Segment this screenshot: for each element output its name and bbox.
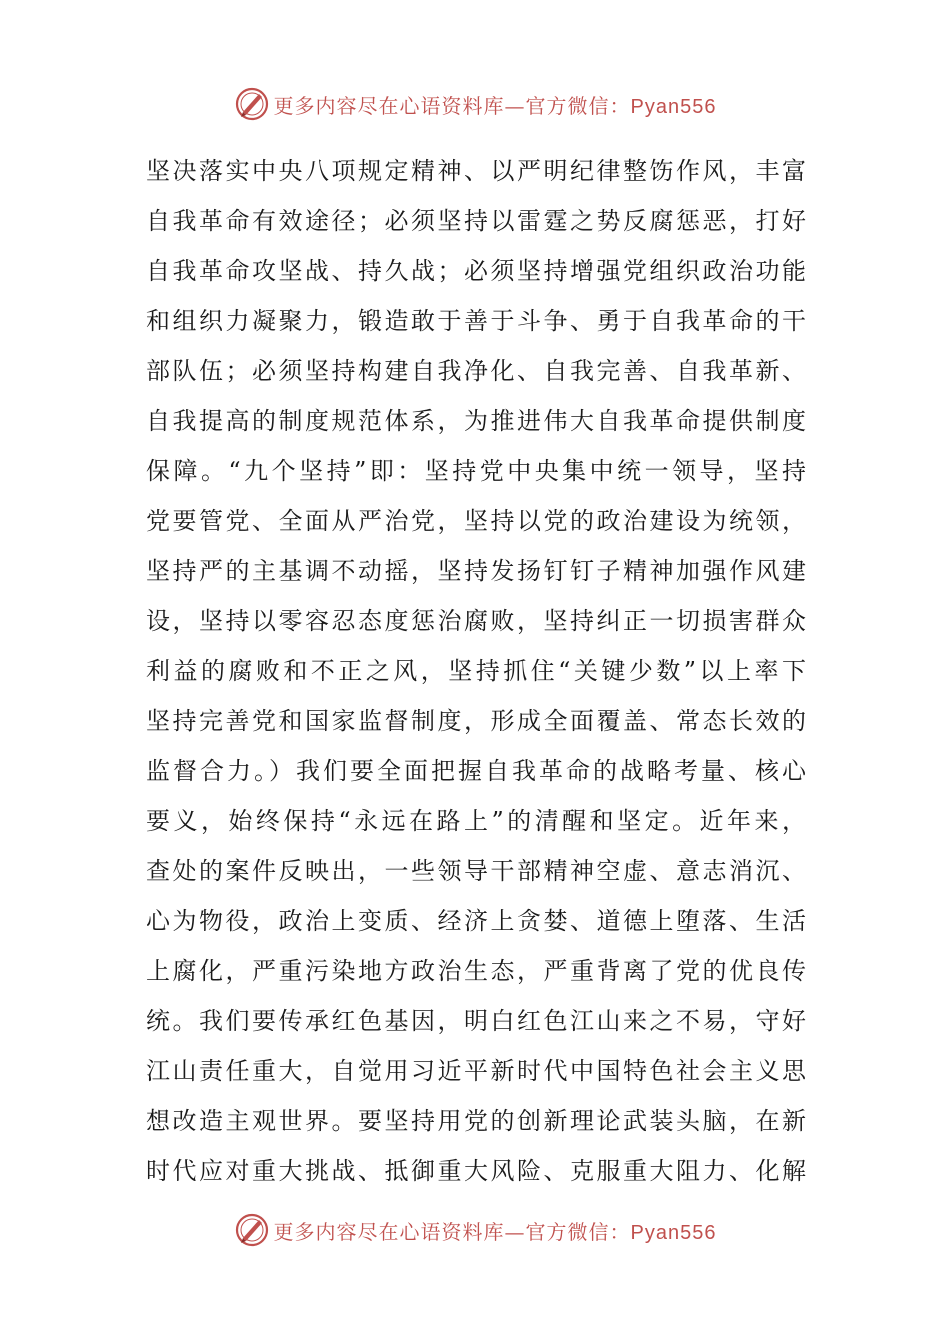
- body-line: 坚决落实中央八项规定精神、以严明纪律整饬作风，丰富: [146, 157, 806, 185]
- footer-watermark: [0, 1208, 950, 1252]
- body-line: 自我革命攻坚战、持久战；必须坚持增强党组织政治功能: [146, 257, 806, 285]
- body-line: 心为物役，政治上变质、经济上贪婪、道德上堕落、生活: [146, 907, 806, 935]
- body-line: 查处的案件反映出，一些领导干部精神空虚、意志消沉、: [146, 857, 806, 885]
- body-line: 上腐化，严重污染地方政治生态，严重背离了党的优良传: [146, 957, 806, 985]
- body-line: 想改造主观世界。要坚持用党的创新理论武装头脑，在新: [146, 1107, 806, 1135]
- body-line: 党要管党、全面从严治党，坚持以党的政治建设为统领，: [146, 507, 806, 535]
- body-line: 江山责任重大，自觉用习近平新时代中国特色社会主义思: [146, 1057, 806, 1085]
- body-line: 监督合力。）我们要全面把握自我革命的战略考量、核心: [146, 757, 806, 785]
- body-line: 保障。“九个坚持”即：坚持党中央集中统一领导，坚持: [146, 457, 806, 485]
- footer-wechat-id: Pyan556: [630, 1221, 717, 1244]
- body-line: 设，坚持以零容忍态度惩治腐败，坚持纠正一切损害群众: [146, 607, 806, 635]
- body-line: 利益的腐败和不正之风，坚持抓住“关键少数”以上率下: [146, 657, 806, 685]
- body-line: 坚持完善党和国家监督制度，形成全面覆盖、常态长效的: [146, 707, 806, 735]
- body-line: 时代应对重大挑战、抵御重大风险、克服重大阻力、化解: [146, 1157, 806, 1185]
- header-watermark-text: 更多内容尽在心语资料库—官方微信：Pyan556: [273, 93, 717, 118]
- body-line: 统。我们要传承红色基因，明白红色江山来之不易，守好: [146, 1007, 806, 1035]
- footer-watermark-text: 更多内容尽在心语资料库—官方微信：Pyan556: [273, 1219, 717, 1244]
- body-line: 要义，始终保持“永远在路上”的清醒和坚定。近年来，: [146, 807, 806, 835]
- body-line: 自我提高的制度规范体系，为推进伟大自我革命提供制度: [146, 407, 806, 435]
- pen-circle-logo-icon: [234, 86, 270, 122]
- body-line: 部队伍；必须坚持构建自我净化、自我完善、自我革新、: [146, 357, 806, 385]
- pen-circle-logo-icon: [234, 1212, 270, 1248]
- body-line: 自我革命有效途径；必须坚持以雷霆之势反腐惩恶，打好: [146, 207, 806, 235]
- body-line: 坚持严的主基调不动摇，坚持发扬钉钉子精神加强作风建: [146, 557, 806, 585]
- header-watermark: [0, 82, 950, 126]
- header-wechat-id: Pyan556: [630, 95, 717, 118]
- body-line: 和组织力凝聚力，锻造敢于善于斗争、勇于自我革命的干: [146, 307, 806, 335]
